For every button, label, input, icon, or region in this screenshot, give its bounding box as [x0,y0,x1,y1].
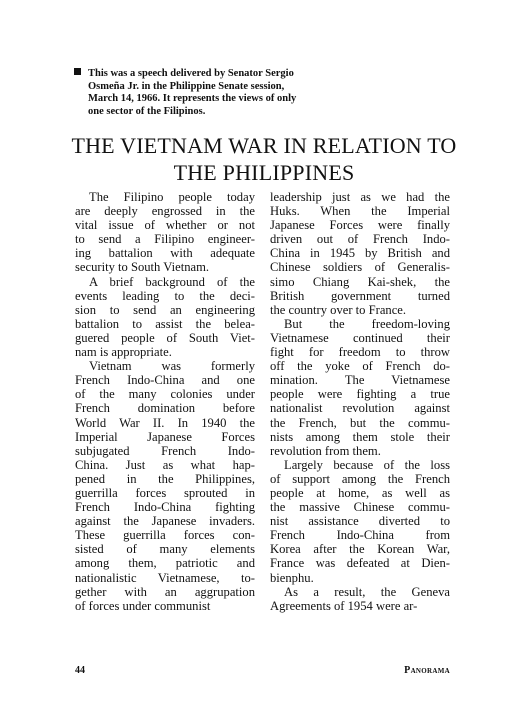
text-line: Imperial Japanese Forces [75,429,255,444]
text-line: Korea after the Korean War, [270,542,450,557]
text-line: security to South Vietnam. [75,260,210,275]
text-line: French domination before [75,401,255,416]
text-line: among them, patriotic and [75,556,255,571]
text-line: Largely because of the loss [284,457,450,472]
intro-note [74,68,394,118]
text-line: nam is appropriate. [75,345,172,360]
text-line: gether with an aggrupation [75,584,255,599]
text-line: But the freedom-loving [284,316,450,331]
text-line: Japanese Forces were finally [270,218,450,233]
text-line: battalion to assist the belea- [75,316,255,331]
text-line: sion to send an engineering [75,302,255,317]
text-line: guerrilla forces sprouted in [75,485,255,500]
text-line: fight for freedom to throw [270,345,450,360]
text-line: Vietnam was formerly [89,359,255,374]
text-line: leadership just as we had the [270,190,450,204]
text-line: These guerrilla forces con- [75,528,255,543]
text-line: driven out of French Indo- [270,232,450,247]
title-line: THE VIETNAM WAR IN RELATION TO [71,133,457,158]
text-line: A brief background of the [89,274,255,289]
text-line: Vietnamese continued their [270,330,450,345]
text-line: French Indo-China and one [75,373,255,388]
text-line: Huks. When the Imperial [270,204,450,219]
text-line: pened in the Philippines, [75,471,255,486]
magazine-name: Panorama [404,665,450,676]
text-line: revolution from them. [270,443,381,458]
text-line: mination. The Vietnamese [270,373,450,388]
text-line: the French, but the commu- [270,415,450,430]
text-line: nist assistance diverted to [270,514,450,529]
left-column [75,190,255,613]
text-line: French Indo-China from [270,528,450,543]
text-line: ing battalion with adequate [75,246,255,261]
intro-line: Osmeña Jr. in the Philippine Senate session, [88,80,285,92]
text-line: vital issue of whether or not [75,218,255,233]
square-bullet-icon [74,68,81,75]
right-column [270,190,450,613]
text-line: China in 1945 by British and [270,246,450,261]
text-line: Agreements of 1954 were ar- [270,598,418,613]
text-line: Chinese soldiers of Generalis- [270,260,450,275]
text-line: people were fighting a true [270,387,450,402]
text-line: China. Just as what hap- [75,457,255,472]
intro-line: one sector of the Filipinos. [88,105,206,117]
text-line: of forces under communist [75,598,211,613]
text-line: nationalistic Vietnamese, to- [75,570,255,585]
intro-line: March 14, 1966. It represents the views of only [88,93,297,104]
text-line: French Indo-China fighting [75,500,255,515]
text-line: the country over to France. [270,302,407,317]
text-line: of the many colonies under [75,387,255,402]
text-line: sisted of many elements [75,542,255,557]
text-line: to send a Filipino engineer- [75,232,255,247]
text-line: the massive Chinese commu- [270,500,450,515]
text-line: The Filipino people today [89,190,255,204]
text-line: off the yoke of French do- [270,359,450,374]
text-line: subjugated French Indo- [75,443,255,458]
text-line: against the Japanese invaders. [75,514,255,529]
title-line: THE PHILIPPINES [173,160,355,185]
text-line: France was defeated at Dien- [270,556,450,571]
intro-line: This was a speech delivered by Senator Sergio [88,68,294,79]
text-line: nationalist revolution against [270,401,450,416]
article-title [40,132,488,186]
text-line: As a result, the Geneva [284,584,450,599]
text-line: are deeply engrossed in the [75,204,255,219]
page-number: 44 [75,665,85,676]
text-line: bienphu. [270,570,314,585]
text-line: nists among them stole their [270,429,450,444]
text-line: simo Chiang Kai-shek, the [270,274,450,289]
text-line: British government turned [270,288,450,303]
text-line: World War II. In 1940 the [75,415,255,430]
text-line: guered people of South Viet- [75,330,255,345]
text-line: people at home, as well as [270,485,450,500]
text-line: events leading to the deci- [75,288,255,303]
text-line: of support among the French [270,471,450,486]
